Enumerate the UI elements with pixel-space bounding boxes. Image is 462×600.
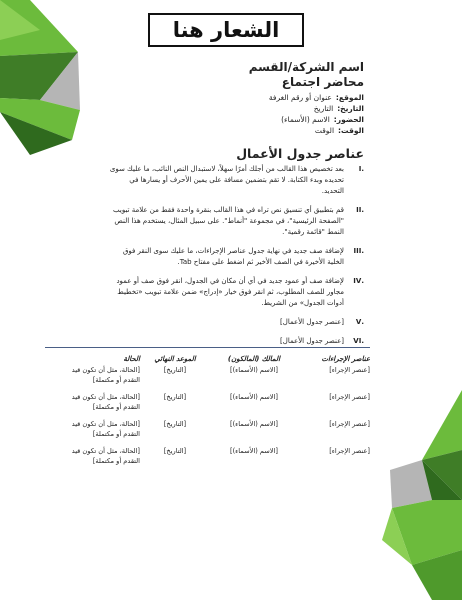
meta-value: الوقت: [314, 126, 335, 135]
table-header: [60, 352, 370, 366]
meta-value: الاسم (الأسماء): [281, 115, 330, 124]
section-divider: [45, 347, 370, 348]
table-cell: [التاريخ]: [163, 420, 187, 428]
agenda-list: [106, 164, 364, 355]
agenda-text: [عنصر جدول الأعمال]: [280, 337, 344, 345]
document-title: محاضر اجتماع: [281, 75, 364, 89]
table-cell: [عنصر الإجراء]: [329, 366, 370, 374]
table-cell: [الاسم (الأسماء)]: [230, 366, 278, 374]
column-header: الحالة: [123, 355, 140, 363]
meta-key: الحضور:: [333, 115, 364, 124]
agenda-text: لإضافة صف جديد في نهاية جدول عناصر الإجراءات، ما عليك سوى النقر فوق الخلية الأخيرة في الصف الأخير ثم اضغط على مفتاح Tab.: [122, 247, 344, 266]
table-cell: [الاسم (الأسماء)]: [230, 420, 278, 428]
meta-date: [104, 103, 364, 114]
meta-time: [104, 125, 364, 136]
table-row: [60, 447, 370, 474]
table-cell: [التاريخ]: [163, 447, 187, 455]
agenda-item: [106, 276, 364, 309]
table-cell: [عنصر الإجراء]: [329, 393, 370, 401]
agenda-number: .IV: [353, 277, 364, 285]
column-header: المالك (المالكون): [227, 355, 281, 363]
column-header: عناصر الإجراءات: [321, 355, 370, 363]
company-name: اسم الشركة/القسم: [248, 60, 364, 74]
table-row: [60, 393, 370, 420]
agenda-text: [عنصر جدول الأعمال]: [280, 318, 344, 326]
table-cell: [التاريخ]: [163, 393, 187, 401]
agenda-number: .I: [358, 165, 364, 173]
column-header: الموعد النهائي: [154, 355, 196, 363]
meta-key: الموقع:: [335, 93, 364, 102]
table-cell: [الحالة، مثل أن تكون قيد التقدم أو مكتملة]: [71, 393, 140, 411]
table-cell: [الاسم (الأسماء)]: [230, 447, 278, 455]
meta-attendees: [104, 114, 364, 125]
logo-text: الشعار هنا: [172, 18, 280, 42]
table-row: [60, 366, 370, 393]
meta-key: التاريخ:: [337, 104, 364, 113]
meta-value: عنوان أو رقم الغرفة: [268, 93, 332, 102]
table-cell: [الحالة، مثل أن تكون قيد التقدم أو مكتملة]: [71, 420, 140, 438]
agenda-text: بعد تخصيص هذا القالب من أجلك أمرًا سهلاً، لاستبدال النص النائب، ما عليك سوى تحديده وبدء الكتابة. لا تقم بتضمين مسافة على يمين الأحرف أو يسارها في التحديد.: [109, 165, 344, 195]
table-cell: [الحالة، مثل أن تكون قيد التقدم أو مكتملة]: [71, 366, 140, 384]
table-cell: [عنصر الإجراء]: [329, 420, 370, 428]
agenda-item: [106, 336, 364, 347]
top-left-decoration: [0, 0, 90, 160]
table-cell: [الحالة، مثل أن تكون قيد التقدم أو مكتملة]: [71, 447, 140, 465]
agenda-item: [106, 317, 364, 328]
table-row: [60, 420, 370, 447]
deco-shape: [422, 390, 462, 460]
agenda-item: [106, 164, 364, 197]
agenda-number: .V: [355, 318, 364, 326]
meta-key: الوقت:: [338, 126, 364, 135]
bottom-right-decoration: [382, 390, 462, 600]
document-header: [104, 60, 364, 136]
agenda-item: [106, 205, 364, 238]
agenda-text: لإضافة صف أو عمود جديد في أي أن مكان في الجدول، انقر فوق صف أو عمود مجاور للصف المطلوب، ثم انقر فوق خيار «إدراج» ضمن علامة تبويب «تخطيط أدوات الجدول» من الشريط.: [116, 277, 344, 307]
agenda-number: .VI: [353, 337, 364, 345]
action-items-table: [60, 352, 370, 474]
table-cell: [الاسم (الأسماء)]: [230, 393, 278, 401]
agenda-number: .II: [356, 206, 364, 214]
table-cell: [التاريخ]: [163, 366, 187, 374]
agenda-text: قم بتطبيق أي تنسيق نص تراه في هذا القالب بنقرة واحدة فقط من علامة تبويب "الصفحة الرئيسية"، في مجموعة "أنماط". على سبيل المثال، يستخدم هذا النص النمط "قائمة رقمية".: [113, 206, 344, 236]
logo-placeholder: [148, 13, 304, 47]
agenda-item: [106, 246, 364, 268]
agenda-number: .III: [353, 247, 364, 255]
table-cell: [عنصر الإجراء]: [329, 447, 370, 455]
meta-value: التاريخ: [313, 104, 334, 113]
agenda-heading: عناصر جدول الأعمال: [236, 146, 364, 161]
meta-location: [104, 92, 364, 103]
